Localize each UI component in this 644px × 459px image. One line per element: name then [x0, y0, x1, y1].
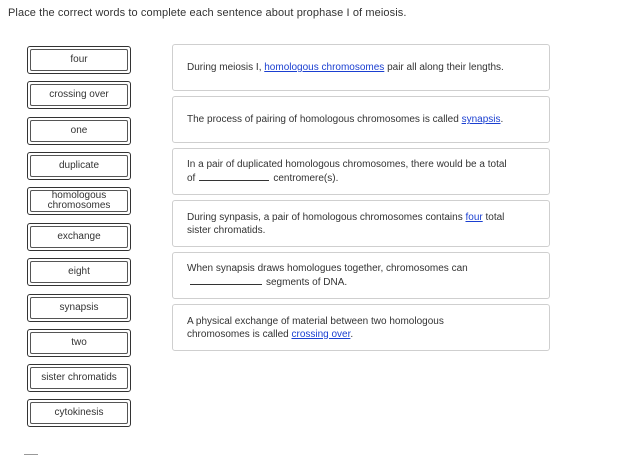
sentence-line-2: sister chromatids.: [187, 224, 266, 236]
sentence-text-after: centromere(s).: [273, 173, 339, 184]
word-chip-one[interactable]: [27, 117, 131, 145]
sentence-text-after: .: [350, 328, 354, 340]
word-chip-synapsis[interactable]: [27, 294, 131, 322]
instruction-text: Place the correct words to complete each sentence about prophase I of meiosis.: [8, 7, 407, 19]
sentence-text-after: pair all along their lengths.: [384, 62, 504, 73]
sentence-line-1: When synapsis draws homologues together, chromosomes can: [187, 263, 468, 274]
drop-zone-filled[interactable]: four: [465, 211, 483, 223]
word-chip-crossing-over[interactable]: [27, 81, 131, 109]
sentence-line-2: [187, 171, 535, 185]
sentence-text-before: During meiosis I,: [187, 62, 265, 73]
word-chip-label-line2: chromosomes: [47, 200, 111, 211]
word-chip-label-line1: homologous: [51, 189, 107, 201]
word-chip-label: sister chromatids: [41, 371, 117, 383]
sentence-line-2: [187, 275, 535, 289]
word-chip-duplicate[interactable]: [27, 152, 131, 180]
sentence-line-1: A physical exchange of material between two homologous: [187, 315, 444, 327]
word-chip-four[interactable]: [27, 46, 131, 74]
word-chip-label: synapsis: [59, 301, 99, 313]
sentence-box-1: [172, 44, 550, 91]
sentence-box-3: [172, 148, 550, 195]
word-chip-label: duplicate: [58, 159, 100, 171]
word-chip-label: one: [70, 124, 88, 136]
word-chip-sister-chromatids[interactable]: [27, 364, 131, 392]
word-chip-label: two: [71, 336, 87, 348]
sentence-box-6: [172, 304, 550, 351]
sentence-text-after: total: [482, 211, 505, 223]
word-chip-two[interactable]: [27, 329, 131, 357]
word-chip-label: crossing over: [49, 88, 109, 100]
drop-zone-empty[interactable]: [190, 275, 262, 285]
sentence-line-2: [187, 328, 535, 341]
sentence-text-before: The process of pairing of homologous chromosomes is called: [187, 114, 462, 125]
drop-zone-filled[interactable]: crossing over: [291, 328, 351, 340]
word-chip-homologous-chromosomes[interactable]: [27, 187, 131, 215]
sentence-text-before: of: [187, 173, 196, 184]
word-chip-label: four: [70, 53, 88, 65]
drop-zone-empty[interactable]: [199, 171, 269, 181]
sentence-text-before: During synpasis, a pair of homologous chromosomes contains: [187, 211, 466, 223]
word-chip-label: exchange: [57, 230, 101, 242]
word-chip-exchange[interactable]: [27, 223, 131, 251]
word-chip-label: eight: [68, 265, 90, 277]
sentence-line-1: In a pair of duplicated homologous chromosomes, there would be a total: [187, 159, 507, 170]
sentence-text: [187, 113, 535, 126]
drop-zone-filled[interactable]: synapsis: [461, 114, 501, 125]
sentence-box-4: [172, 200, 550, 247]
word-chip-label: [45, 191, 114, 212]
sentence-text: [187, 61, 535, 74]
word-chip-label: cytokinesis: [54, 406, 104, 418]
drop-zone-filled[interactable]: homologous chromosomes: [264, 62, 385, 73]
sentence-text-before: chromosomes is called: [187, 328, 292, 340]
sentence-box-5: [172, 252, 550, 299]
word-chip-eight[interactable]: [27, 258, 131, 286]
sentence-text-after: .: [500, 114, 504, 125]
sentence-text-after: segments of DNA.: [266, 277, 348, 288]
divider: [24, 454, 38, 455]
sentence-box-2: [172, 96, 550, 143]
sentence-line-1: [187, 211, 535, 224]
word-chip-cytokinesis[interactable]: [27, 399, 131, 427]
